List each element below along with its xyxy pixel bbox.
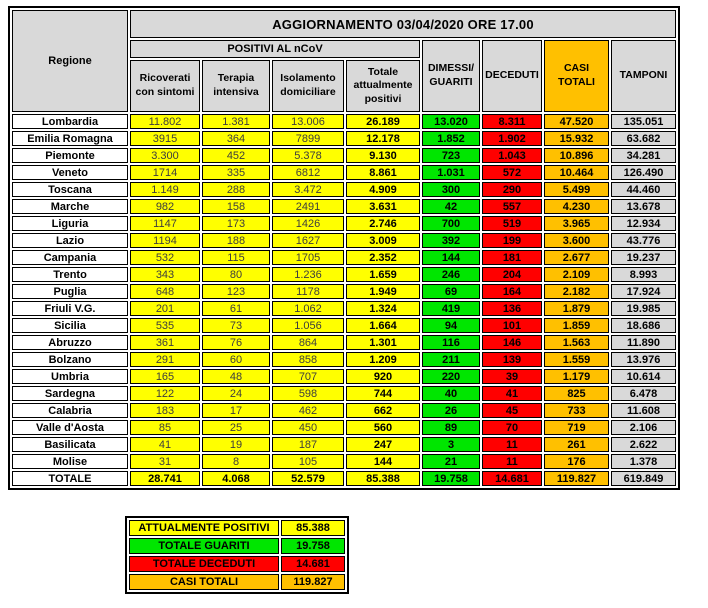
- value-cell: 19: [202, 437, 270, 452]
- value-cell: 5.378: [272, 148, 344, 163]
- table-row: [12, 420, 676, 435]
- value-cell: 343: [130, 267, 200, 282]
- value-cell: 419: [422, 301, 480, 316]
- value-cell: 115: [202, 250, 270, 265]
- value-cell: 361: [130, 335, 200, 350]
- value-cell: 557: [482, 199, 542, 214]
- value-cell: 8.311: [482, 114, 542, 129]
- region-column-header: Regione: [12, 10, 128, 112]
- value-cell: 2.182: [544, 284, 609, 299]
- value-cell: 700: [422, 216, 480, 231]
- value-cell: 4.909: [346, 182, 420, 197]
- table-row: [12, 267, 676, 282]
- table-row: [12, 199, 676, 214]
- value-cell: 63.682: [611, 131, 676, 146]
- value-cell: 982: [130, 199, 200, 214]
- value-cell: 85.388: [346, 471, 420, 486]
- value-cell: 13.006: [272, 114, 344, 129]
- value-cell: 15.932: [544, 131, 609, 146]
- value-cell: 41: [130, 437, 200, 452]
- region-cell: Veneto: [12, 165, 128, 180]
- value-cell: 188: [202, 233, 270, 248]
- value-cell: 136: [482, 301, 542, 316]
- value-cell: 8.861: [346, 165, 420, 180]
- table-row: [12, 318, 676, 333]
- table-row: [12, 131, 676, 146]
- value-cell: 28.741: [130, 471, 200, 486]
- value-cell: 1.324: [346, 301, 420, 316]
- value-cell: 123: [202, 284, 270, 299]
- value-cell: 70: [482, 420, 542, 435]
- value-cell: 598: [272, 386, 344, 401]
- value-cell: 61: [202, 301, 270, 316]
- value-cell: 532: [130, 250, 200, 265]
- region-cell: Marche: [12, 199, 128, 214]
- value-cell: 89: [422, 420, 480, 435]
- value-cell: 119.827: [544, 471, 609, 486]
- value-cell: 619.849: [611, 471, 676, 486]
- value-cell: 1147: [130, 216, 200, 231]
- value-cell: 3.472: [272, 182, 344, 197]
- region-cell: Sicilia: [12, 318, 128, 333]
- value-cell: 211: [422, 352, 480, 367]
- value-cell: 12.178: [346, 131, 420, 146]
- region-cell: Valle d'Aosta: [12, 420, 128, 435]
- table-row: [12, 335, 676, 350]
- value-cell: 19.237: [611, 250, 676, 265]
- value-cell: 11: [482, 437, 542, 452]
- value-cell: 17.924: [611, 284, 676, 299]
- value-cell: 11.608: [611, 403, 676, 418]
- value-cell: 2.352: [346, 250, 420, 265]
- value-cell: 2491: [272, 199, 344, 214]
- table-row: [12, 148, 676, 163]
- value-cell: 1.563: [544, 335, 609, 350]
- value-cell: 9.130: [346, 148, 420, 163]
- value-cell: 220: [422, 369, 480, 384]
- value-cell: 3.631: [346, 199, 420, 214]
- value-cell: 204: [482, 267, 542, 282]
- value-cell: 4.068: [202, 471, 270, 486]
- table-row: [12, 386, 676, 401]
- value-cell: 462: [272, 403, 344, 418]
- region-cell: Abruzzo: [12, 335, 128, 350]
- value-cell: 158: [202, 199, 270, 214]
- value-cell: 126.490: [611, 165, 676, 180]
- summary-body: [129, 520, 345, 590]
- region-cell: Toscana: [12, 182, 128, 197]
- value-cell: 19.758: [422, 471, 480, 486]
- value-cell: 3915: [130, 131, 200, 146]
- value-cell: 1194: [130, 233, 200, 248]
- summary-value: 14.681: [281, 556, 345, 572]
- col-header-casi-totali: CASI TOTALI: [544, 40, 609, 112]
- table-row: [12, 165, 676, 180]
- region-cell: Calabria: [12, 403, 128, 418]
- value-cell: 2.622: [611, 437, 676, 452]
- value-cell: 19.985: [611, 301, 676, 316]
- summary-value: 85.388: [281, 520, 345, 536]
- value-cell: 10.614: [611, 369, 676, 384]
- table-row: [12, 114, 676, 129]
- value-cell: 733: [544, 403, 609, 418]
- summary-label: TOTALE GUARITI: [129, 538, 279, 554]
- value-cell: 3.300: [130, 148, 200, 163]
- value-cell: 26: [422, 403, 480, 418]
- header-row-title: [12, 10, 676, 38]
- value-cell: 183: [130, 403, 200, 418]
- value-cell: 858: [272, 352, 344, 367]
- value-cell: 164: [482, 284, 542, 299]
- region-cell: Puglia: [12, 284, 128, 299]
- value-cell: 26.189: [346, 114, 420, 129]
- value-cell: 1.664: [346, 318, 420, 333]
- value-cell: 2.109: [544, 267, 609, 282]
- table-row: [12, 352, 676, 367]
- value-cell: 662: [346, 403, 420, 418]
- value-cell: 1.179: [544, 369, 609, 384]
- summary-row: [129, 574, 345, 590]
- value-cell: 43.776: [611, 233, 676, 248]
- value-cell: 920: [346, 369, 420, 384]
- value-cell: 8: [202, 454, 270, 469]
- summary-value: 19.758: [281, 538, 345, 554]
- table-row: [12, 216, 676, 231]
- value-cell: 187: [272, 437, 344, 452]
- value-cell: 116: [422, 335, 480, 350]
- value-cell: 1.381: [202, 114, 270, 129]
- table-title: AGGIORNAMENTO 03/04/2020 ORE 17.00: [130, 10, 676, 38]
- value-cell: 1.902: [482, 131, 542, 146]
- value-cell: 1.859: [544, 318, 609, 333]
- value-cell: 2.106: [611, 420, 676, 435]
- value-cell: 48: [202, 369, 270, 384]
- value-cell: 246: [422, 267, 480, 282]
- table-body: [12, 114, 676, 486]
- value-cell: 60: [202, 352, 270, 367]
- value-cell: 261: [544, 437, 609, 452]
- summary-label: TOTALE DECEDUTI: [129, 556, 279, 572]
- value-cell: 24: [202, 386, 270, 401]
- value-cell: 1426: [272, 216, 344, 231]
- value-cell: 1.056: [272, 318, 344, 333]
- value-cell: 450: [272, 420, 344, 435]
- value-cell: 2.746: [346, 216, 420, 231]
- value-cell: 5.499: [544, 182, 609, 197]
- region-cell: Liguria: [12, 216, 128, 231]
- value-cell: 199: [482, 233, 542, 248]
- region-cell: Lombardia: [12, 114, 128, 129]
- value-cell: 723: [422, 148, 480, 163]
- value-cell: 1.659: [346, 267, 420, 282]
- value-cell: 1.043: [482, 148, 542, 163]
- region-cell: Sardegna: [12, 386, 128, 401]
- value-cell: 7899: [272, 131, 344, 146]
- value-cell: 11.802: [130, 114, 200, 129]
- value-cell: 42: [422, 199, 480, 214]
- value-cell: 94: [422, 318, 480, 333]
- value-cell: 14.681: [482, 471, 542, 486]
- value-cell: 11: [482, 454, 542, 469]
- region-cell: Campania: [12, 250, 128, 265]
- value-cell: 1.949: [346, 284, 420, 299]
- summary-row: [129, 538, 345, 554]
- table-row: [12, 454, 676, 469]
- region-cell: Emilia Romagna: [12, 131, 128, 146]
- value-cell: 1627: [272, 233, 344, 248]
- region-cell: Umbria: [12, 369, 128, 384]
- value-cell: 6.478: [611, 386, 676, 401]
- value-cell: 73: [202, 318, 270, 333]
- value-cell: 18.686: [611, 318, 676, 333]
- value-cell: 3: [422, 437, 480, 452]
- value-cell: 85: [130, 420, 200, 435]
- value-cell: 1.031: [422, 165, 480, 180]
- value-cell: 146: [482, 335, 542, 350]
- value-cell: 719: [544, 420, 609, 435]
- value-cell: 122: [130, 386, 200, 401]
- value-cell: 101: [482, 318, 542, 333]
- value-cell: 825: [544, 386, 609, 401]
- region-cell: Bolzano: [12, 352, 128, 367]
- value-cell: 52.579: [272, 471, 344, 486]
- value-cell: 1.378: [611, 454, 676, 469]
- value-cell: 744: [346, 386, 420, 401]
- table-row: [12, 250, 676, 265]
- table-row: [12, 233, 676, 248]
- value-cell: 1178: [272, 284, 344, 299]
- value-cell: 300: [422, 182, 480, 197]
- col-header-totale-positivi: Totale attualmente positivi: [346, 60, 420, 112]
- value-cell: 11.890: [611, 335, 676, 350]
- value-cell: 452: [202, 148, 270, 163]
- value-cell: 13.976: [611, 352, 676, 367]
- value-cell: 291: [130, 352, 200, 367]
- value-cell: 10.896: [544, 148, 609, 163]
- value-cell: 17: [202, 403, 270, 418]
- value-cell: 80: [202, 267, 270, 282]
- summary-label: CASI TOTALI: [129, 574, 279, 590]
- value-cell: 519: [482, 216, 542, 231]
- region-cell: Lazio: [12, 233, 128, 248]
- col-header-isolamento: Isolamento domiciliare: [272, 60, 344, 112]
- table-row: [12, 284, 676, 299]
- value-cell: 69: [422, 284, 480, 299]
- summary-label: ATTUALMENTE POSITIVI: [129, 520, 279, 536]
- value-cell: 1714: [130, 165, 200, 180]
- value-cell: 648: [130, 284, 200, 299]
- summary-value: 119.827: [281, 574, 345, 590]
- region-cell: Friuli V.G.: [12, 301, 128, 316]
- value-cell: 6812: [272, 165, 344, 180]
- value-cell: 364: [202, 131, 270, 146]
- value-cell: 25: [202, 420, 270, 435]
- table-row: [12, 182, 676, 197]
- col-header-tamponi: TAMPONI: [611, 40, 676, 112]
- region-cell: Molise: [12, 454, 128, 469]
- value-cell: 3.600: [544, 233, 609, 248]
- region-cell: Piemonte: [12, 148, 128, 163]
- value-cell: 201: [130, 301, 200, 316]
- summary-row: [129, 556, 345, 572]
- value-cell: 176: [544, 454, 609, 469]
- value-cell: 392: [422, 233, 480, 248]
- table-row: [12, 403, 676, 418]
- value-cell: 1.301: [346, 335, 420, 350]
- col-header-terapia-intensiva: Terapia intensiva: [202, 60, 270, 112]
- positivi-group-header: POSITIVI AL nCoV: [130, 40, 420, 58]
- value-cell: 1.062: [272, 301, 344, 316]
- summary-table: [125, 516, 349, 594]
- value-cell: 335: [202, 165, 270, 180]
- value-cell: 31: [130, 454, 200, 469]
- value-cell: 864: [272, 335, 344, 350]
- value-cell: 13.020: [422, 114, 480, 129]
- value-cell: 47.520: [544, 114, 609, 129]
- value-cell: 165: [130, 369, 200, 384]
- value-cell: 40: [422, 386, 480, 401]
- col-header-ricoverati: Ricoverati con sintomi: [130, 60, 200, 112]
- value-cell: 1.852: [422, 131, 480, 146]
- value-cell: 44.460: [611, 182, 676, 197]
- covid-regions-table: [8, 6, 680, 490]
- value-cell: 13.678: [611, 199, 676, 214]
- value-cell: 139: [482, 352, 542, 367]
- value-cell: 173: [202, 216, 270, 231]
- col-header-deceduti: DECEDUTI: [482, 40, 542, 112]
- value-cell: 290: [482, 182, 542, 197]
- value-cell: 1.236: [272, 267, 344, 282]
- value-cell: 144: [422, 250, 480, 265]
- value-cell: 144: [346, 454, 420, 469]
- value-cell: 4.230: [544, 199, 609, 214]
- totale-row: [12, 471, 676, 486]
- value-cell: 181: [482, 250, 542, 265]
- value-cell: 572: [482, 165, 542, 180]
- value-cell: 135.051: [611, 114, 676, 129]
- value-cell: 707: [272, 369, 344, 384]
- value-cell: 1.209: [346, 352, 420, 367]
- value-cell: 10.464: [544, 165, 609, 180]
- col-header-dimessi-guariti: DIMESSI/ GUARITI: [422, 40, 480, 112]
- table-row: [12, 437, 676, 452]
- table-row: [12, 369, 676, 384]
- value-cell: 45: [482, 403, 542, 418]
- value-cell: 76: [202, 335, 270, 350]
- value-cell: 3.009: [346, 233, 420, 248]
- value-cell: 2.677: [544, 250, 609, 265]
- value-cell: 3.965: [544, 216, 609, 231]
- value-cell: 1.149: [130, 182, 200, 197]
- table-row: [12, 301, 676, 316]
- value-cell: 247: [346, 437, 420, 452]
- value-cell: 21: [422, 454, 480, 469]
- value-cell: 1.879: [544, 301, 609, 316]
- value-cell: 560: [346, 420, 420, 435]
- value-cell: 1.559: [544, 352, 609, 367]
- summary-row: [129, 520, 345, 536]
- value-cell: 8.993: [611, 267, 676, 282]
- value-cell: 41: [482, 386, 542, 401]
- region-cell: Basilicata: [12, 437, 128, 452]
- value-cell: 535: [130, 318, 200, 333]
- region-cell: Trento: [12, 267, 128, 282]
- value-cell: 105: [272, 454, 344, 469]
- value-cell: 34.281: [611, 148, 676, 163]
- value-cell: 288: [202, 182, 270, 197]
- totale-label-cell: TOTALE: [12, 471, 128, 486]
- value-cell: 12.934: [611, 216, 676, 231]
- value-cell: 39: [482, 369, 542, 384]
- value-cell: 1705: [272, 250, 344, 265]
